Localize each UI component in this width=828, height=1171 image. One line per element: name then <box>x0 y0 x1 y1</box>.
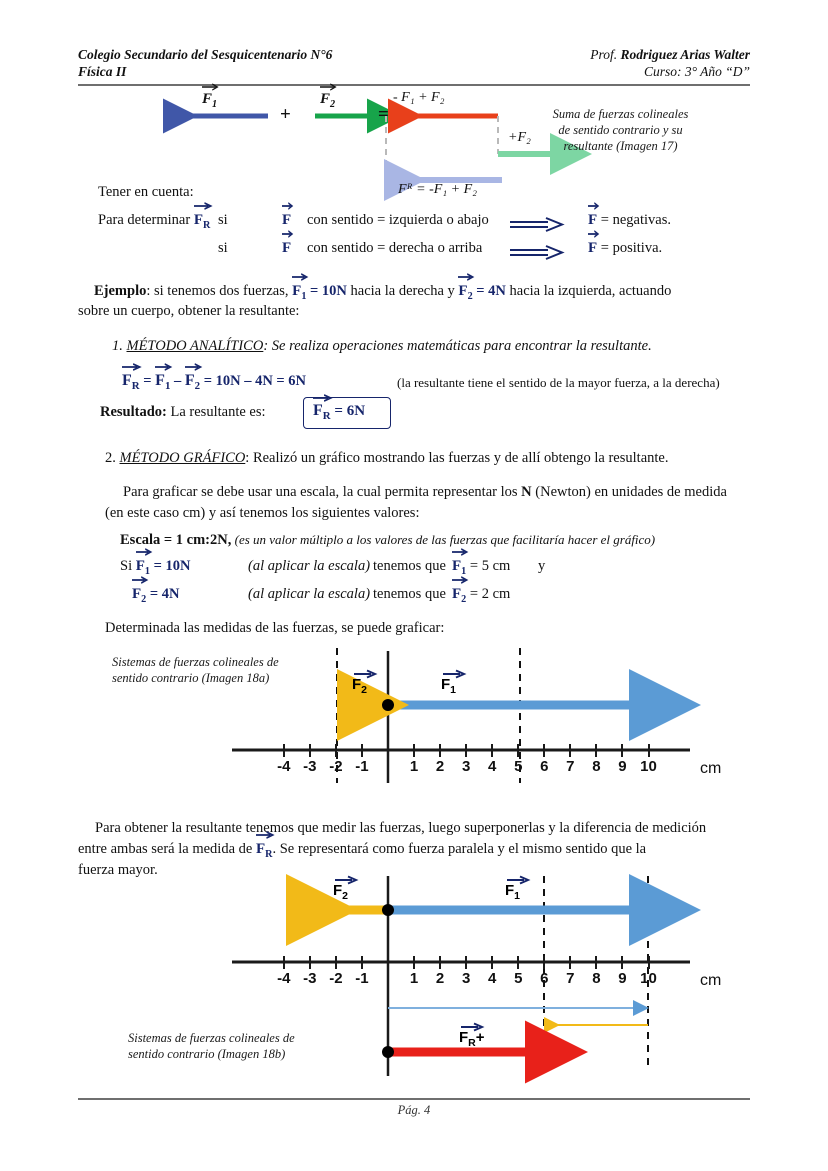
axis-tick <box>648 744 650 757</box>
figure17-label-f2: $F_2$ <box>320 91 335 110</box>
figure17-plus: + <box>280 104 291 125</box>
axis-tick <box>621 956 623 969</box>
overarrow-icon <box>443 665 467 674</box>
graph-18b-label-fr: $F_R+$ <box>459 1029 485 1049</box>
axis-tick-label: -4 <box>277 970 291 987</box>
axis-tick-label: 2 <box>435 758 445 775</box>
axis-tick-label: 9 <box>618 970 627 987</box>
axis-tick <box>595 744 597 757</box>
axis-tick <box>491 744 493 757</box>
axis-tick <box>283 956 285 969</box>
header-row-2 <box>78 63 750 80</box>
axis-tick-label: -3 <box>303 970 317 987</box>
graph-18a-label-f1: $F_1$ <box>441 676 456 696</box>
overarrow-icon <box>292 273 308 280</box>
axis-tick-label: 1 <box>409 970 419 987</box>
graph-18b-label-f1: $F_1$ <box>505 882 520 902</box>
axis-tick <box>361 744 363 757</box>
axis-tick <box>648 956 650 969</box>
overarrow-icon <box>185 363 202 370</box>
escala-f1-line: Si $F_1 = 10N$ <box>120 556 190 582</box>
graph-18b-label-f2: $F_2$ <box>333 882 348 902</box>
axis-tick <box>361 956 363 969</box>
overarrow-icon <box>155 363 172 370</box>
axis-tick-label: -1 <box>355 758 369 775</box>
overarrow-icon <box>194 202 213 209</box>
axis-tick-label: 6 <box>540 758 549 775</box>
graph-18b-origin-dot <box>382 904 394 916</box>
figure17-caption: Suma de fuerzas colineales de sentido contrario y su resultante (Imagen 17) <box>552 107 689 153</box>
escala-y: y <box>538 558 546 574</box>
rule-2-result: F = positiva. <box>588 238 662 258</box>
axis-tick-label: 4 <box>488 758 497 775</box>
axis-tick <box>569 956 571 969</box>
axis-tick-label: -2 <box>329 970 343 987</box>
method-1-heading: 1. MÉTODO ANALÍTICO: Se realiza operaciones matemáticas para encontrar la resultante. <box>112 338 652 354</box>
para-resultante-line-1: Para obtener la resultante tenemos que medir las fuerzas, luego superponerlas y la diferencia de medición <box>95 820 707 836</box>
escala-line: Escala = 1 cm:2N, (es un valor múltiplo a los valores de las fuerzas que facilitaría hacer el gráfico) <box>120 532 656 548</box>
figure17-expr-plus-f2: +F₂ <box>508 130 531 145</box>
axis-tick-label: -2 <box>329 758 343 775</box>
escala-f1-cm: $F_1 = 5$ cm <box>452 556 510 582</box>
page-header <box>78 46 750 80</box>
graph-18b-caption: Sistemas de fuerzas colineales de sentido contrario (Imagen 18b) <box>128 1031 295 1061</box>
axis-tick <box>335 956 337 969</box>
rule-1-result: F = negativas. <box>588 210 671 230</box>
escala-f1-apply: (al aplicar la escala) <box>248 558 371 574</box>
axis-tick-label: 3 <box>461 970 471 987</box>
axis-tick <box>491 956 493 969</box>
axis-tick <box>517 956 519 969</box>
escala-f2-cm: $F_2 = 2$ cm <box>452 584 510 610</box>
header-row-1 <box>78 46 750 63</box>
axis-tick-label: 8 <box>592 758 601 775</box>
rule-2-si: si <box>218 240 228 256</box>
school-name: Colegio Secundario del Sesquicentenario N°6 <box>78 47 333 62</box>
axis-tick <box>517 744 519 757</box>
axis-tick-label: -3 <box>303 758 317 775</box>
course-name: Curso: 3° Año “D” <box>643 64 750 79</box>
overarrow-icon <box>354 665 378 674</box>
axis-tick <box>439 744 441 757</box>
subject-name: Física II <box>78 64 127 79</box>
rule-2-force-symbol: F <box>282 238 291 258</box>
figure17-equals: = <box>378 104 389 125</box>
escala-f2-apply: (al aplicar la escala) <box>248 586 371 602</box>
figure17-label-f1: $F_1$ <box>202 91 217 110</box>
rule-row-1: Para determinar $F_R$ <box>98 210 210 236</box>
overarrow-icon <box>588 202 599 209</box>
para-resultante-line-3: fuerza mayor. <box>78 862 158 878</box>
axis-tick-label: 9 <box>618 758 627 775</box>
header-divider <box>78 84 750 86</box>
graph-18a-origin-dot <box>382 699 394 711</box>
teacher-name: Prof. Rodriguez Arias Walter <box>590 47 750 62</box>
axis-tick <box>413 744 415 757</box>
axis-tick-label: 6 <box>540 970 549 987</box>
rule-1-si: si <box>218 212 228 228</box>
note-tener-en-cuenta: Tener en cuenta: <box>98 184 194 200</box>
figure17-expr-bottom: Fᴿ = -F₁ + F₂ <box>398 182 478 197</box>
method-1-title: MÉTODO ANALÍTICO <box>126 338 264 354</box>
axis-tick-label: 10 <box>640 758 657 775</box>
escala-f2-tenemos: tenemos que <box>373 586 446 602</box>
method-2-heading: 2. MÉTODO GRÁFICO: Realizó un gráfico mostrando las fuerzas y de allí obtengo la resultante. <box>105 450 669 466</box>
axis-tick <box>309 956 311 969</box>
method-1-boxed-result: $F_R = 6N$ <box>303 397 391 429</box>
method-2-para-line-2: (en este caso cm) y así tenemos los siguientes valores: <box>105 505 420 521</box>
axis-tick-label: 1 <box>409 758 419 775</box>
footer-divider <box>78 1098 750 1100</box>
rule-1-implies-icon <box>510 218 564 237</box>
axis-tick <box>335 744 337 757</box>
footer-page-number: Pág. 4 <box>397 1103 431 1117</box>
axis-tick-label: 5 <box>514 758 523 775</box>
escala-f2-line: $F_2 = 4N$ <box>132 584 180 610</box>
axis-tick <box>413 956 415 969</box>
method-1-equation: $F_R$ = $F_1$ – $F_2 = 10N - 4N = 6N$ <box>122 371 306 396</box>
axis-tick <box>465 956 467 969</box>
para-resultante-line-2: entre ambas será la medida de $F_R$. Se representará como fuerza paralela y el mismo sentido que la <box>78 839 646 865</box>
axis-tick-label: -4 <box>277 758 291 775</box>
overarrow-icon <box>122 363 142 370</box>
axis-tick <box>621 744 623 757</box>
escala-f1-tenemos: tenemos que <box>373 558 446 574</box>
axis-tick-label: 8 <box>592 970 601 987</box>
axis-tick <box>283 744 285 757</box>
overarrow-icon <box>313 394 333 401</box>
overarrow-icon <box>335 871 359 880</box>
figure17-expr-top: - F₁ + F₂ <box>393 90 445 105</box>
axis-tick-label: 10 <box>640 970 657 987</box>
axis-tick <box>569 744 571 757</box>
overarrow-icon <box>507 871 531 880</box>
graph-18a-caption: Sistemas de fuerzas colineales de sentido contrario (Imagen 18a) <box>112 655 279 685</box>
method-2-para-line-1: Para graficar se debe usar una escala, la cual permita representar los N (Newton) en unidades de medida <box>123 484 727 500</box>
axis-tick <box>309 744 311 757</box>
graph-18a-label-f2: $F_2$ <box>352 676 367 696</box>
determinada-line: Determinada las medidas de las fuerzas, se puede graficar: <box>105 620 445 636</box>
axis-tick-label: 3 <box>461 758 471 775</box>
overarrow-icon <box>461 1018 485 1027</box>
overarrow-icon <box>458 273 474 280</box>
overarrow-icon <box>588 230 599 237</box>
axis-tick-label: -1 <box>355 970 369 987</box>
method-2-title: MÉTODO GRÁFICO <box>119 450 246 466</box>
axis-tick <box>595 956 597 969</box>
axis-tick <box>439 956 441 969</box>
overarrow-icon <box>282 230 293 237</box>
figure-imagen-17 <box>150 92 710 200</box>
axis-tick <box>543 956 545 969</box>
method-1-result-label: Resultado: La resultante es: <box>100 404 266 420</box>
axis-tick <box>465 744 467 757</box>
axis-tick-label: 2 <box>435 970 445 987</box>
rule-1-force-symbol: F <box>282 210 291 230</box>
method-1-equation-note: (la resultante tiene el sentido de la mayor fuerza, a la derecha) <box>397 375 720 390</box>
rule-2-condition: con sentido = derecha o arriba <box>307 240 483 256</box>
axis-tick-label: 7 <box>566 758 575 775</box>
rule-1-condition: con sentido = izquierda o abajo <box>307 212 489 228</box>
axis-tick-label: 7 <box>566 970 575 987</box>
graph-18a-unit-label: cm <box>700 760 722 777</box>
graph-18b-unit-label: cm <box>700 972 722 989</box>
overarrow-icon <box>282 202 293 209</box>
graph-18b-resultant-origin-dot <box>382 1046 394 1058</box>
axis-tick <box>543 744 545 757</box>
axis-tick-label: 4 <box>488 970 497 987</box>
example-line-2: sobre un cuerpo, obtener la resultante: <box>78 303 300 319</box>
example-line-1: Ejemplo: si tenemos dos fuerzas, $F_1 = 10N$ hacia la derecha y $F_2 = 4N$ hacia la izquierda, actuando <box>94 281 671 307</box>
graph-imagen-18a <box>0 648 828 783</box>
axis-tick-label: 5 <box>514 970 523 987</box>
graph-imagen-18b <box>0 872 828 1084</box>
rule-2-implies-icon <box>510 246 564 265</box>
